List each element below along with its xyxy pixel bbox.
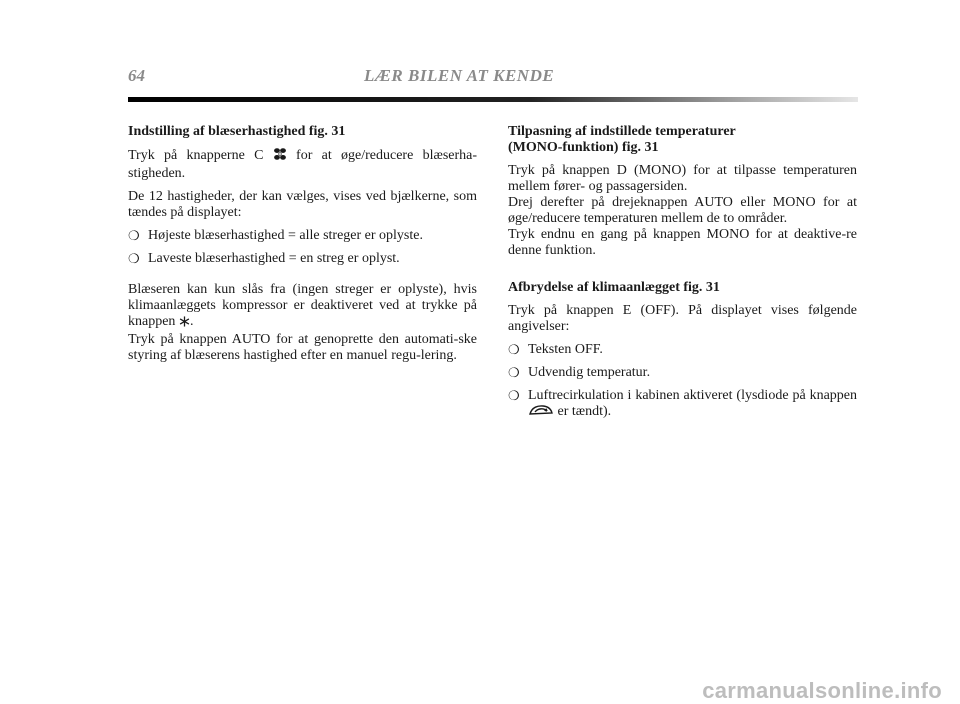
- list-item: ❍ Udvendig temperatur.: [508, 365, 651, 380]
- paragraph: Tryk på knapperne C for at øge/reducere blæserha-stigheden.: [128, 148, 478, 181]
- header-rule: [128, 97, 858, 102]
- list-item: ❍ Luftrecirkulation i kabinen aktiveret (lysdiode på knappen er tændt).: [508, 388, 857, 422]
- list-item: ❍ Teksten OFF.: [508, 342, 603, 357]
- section-heading-mono: Tilpasning af indstillede temperaturer (MONO-funktion) fig. 31: [508, 124, 736, 155]
- bullet-mark: ❍: [128, 251, 140, 266]
- page-header: [128, 62, 858, 92]
- paragraph: Tryk på knappen E (OFF). På displayet vises følgende angivelser:: [508, 303, 857, 334]
- section-heading-fan-speed: Indstilling af blæserhastighed fig. 31: [128, 124, 346, 139]
- paragraph: Tryk på knappen AUTO for at genoprette den automati-ske styring af blæserens hastighed efter en manuel regu-lering.: [128, 332, 477, 363]
- paragraph: De 12 hastigheder, der kan vælges, vises ved bjælkerne, som tændes på displayet:: [128, 189, 477, 220]
- running-title: LÆR BILEN AT KENDE: [364, 66, 555, 85]
- bullet-mark: ❍: [508, 388, 520, 403]
- paragraph: Tryk på knappen D (MONO) for at tilpasse temperaturen mellem fører- og passagersiden.: [508, 163, 857, 194]
- right-column: [508, 124, 857, 429]
- paragraph: Blæseren kan kun slås fra (ingen streger er oplyste), hvis klimaanlæggets kompressor er deaktiveret ved at trykke på knappen .: [128, 282, 477, 332]
- fan-icon: [273, 147, 287, 166]
- bullet-mark: ❍: [508, 342, 520, 357]
- list-item: ❍ Laveste blæserhastighed = en streg er oplyst.: [128, 251, 400, 266]
- bullet-mark: ❍: [508, 365, 520, 380]
- paragraph: Tryk endnu en gang på knappen MONO for at deaktive-re denne funktion.: [508, 227, 857, 258]
- list-item: ❍ Højeste blæserhastighed = alle streger er oplyste.: [128, 228, 423, 243]
- snowflake-icon: [179, 316, 190, 332]
- bullet-mark: ❍: [128, 228, 140, 243]
- recirculation-icon: [528, 404, 554, 422]
- watermark: carmanualsonline.info: [702, 678, 942, 703]
- paragraph: Drej derefter på drejeknappen AUTO eller MONO for at øge/reducere temperaturen mellem de to områder.: [508, 195, 857, 226]
- page-number: 64: [128, 66, 145, 85]
- left-column: [128, 124, 477, 371]
- section-heading-off: Afbrydelse af klimaanlægget fig. 31: [508, 280, 720, 295]
